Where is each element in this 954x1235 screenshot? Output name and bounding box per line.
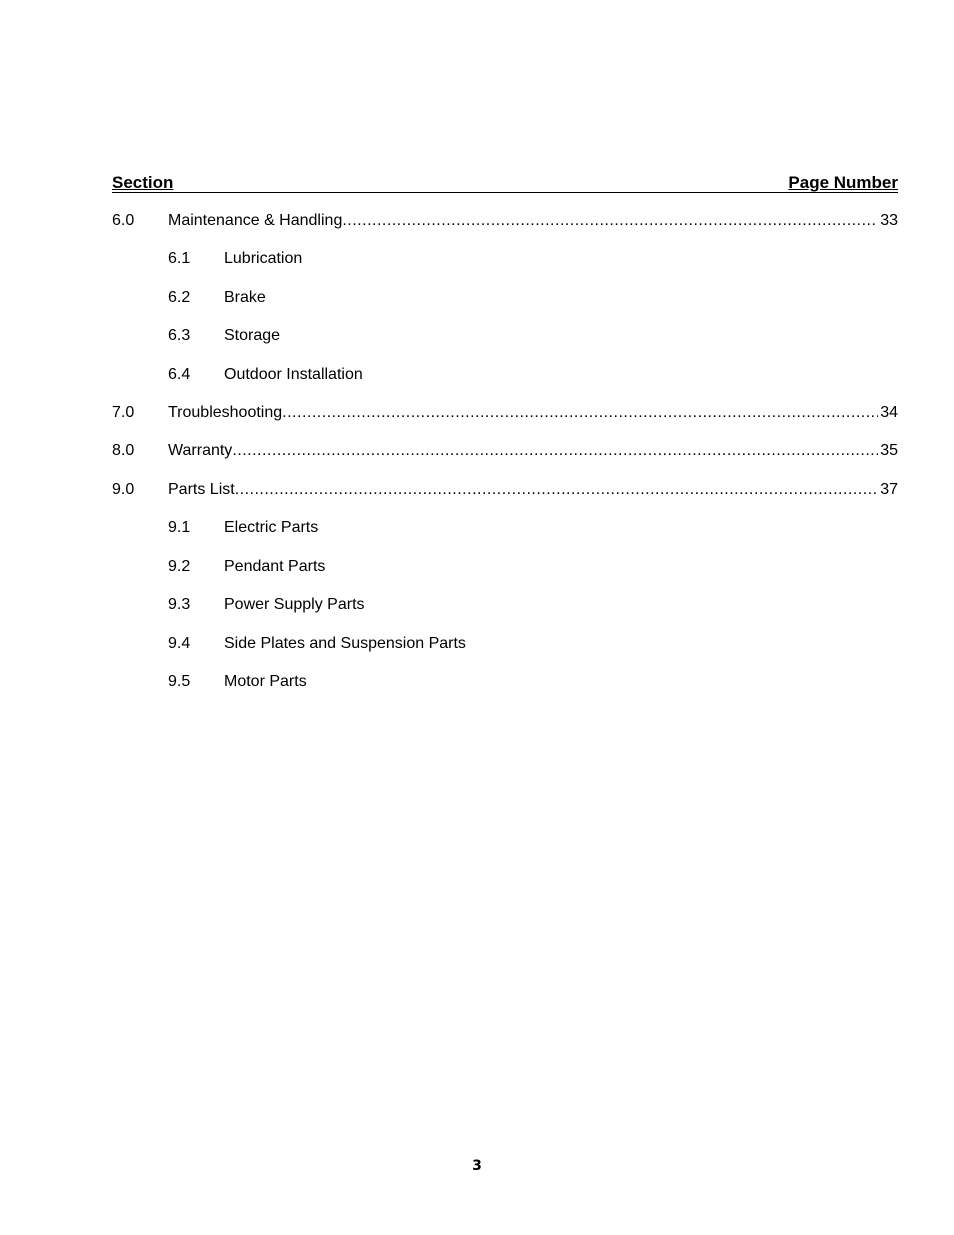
toc-entry-title: Troubleshooting [168,404,283,421]
toc-entry-page: 34 [880,404,898,421]
toc-entry-maintenance [112,210,898,232]
dot-leader [232,440,878,462]
toc-subentry-title: Lubrication [224,250,303,267]
toc-entry-warranty [112,440,898,462]
toc-subentry-number: 9.5 [168,673,191,690]
dot-leader [342,210,878,232]
toc-subentry-title: Pendant Parts [224,558,326,575]
toc-subentry-number: 6.1 [168,250,191,267]
dot-leader [282,402,878,424]
toc-entry-number: 6.0 [112,212,135,229]
section-column-header: Section [112,173,174,192]
toc-subentry-number: 9.3 [168,596,191,613]
toc-subentry-number: 6.2 [168,289,191,306]
toc-subentry-title: Outdoor Installation [224,366,363,383]
toc-entry-title: Parts List [168,481,235,498]
toc-header [112,170,898,193]
toc-entry-page: 33 [880,212,898,229]
dot-leader [235,479,879,501]
toc-entry-number: 7.0 [112,404,135,421]
toc-subentry-title: Motor Parts [224,673,307,690]
toc-subentry-number: 9.2 [168,558,191,575]
toc-subentry-number: 9.4 [168,635,191,652]
toc-subentry-number: 6.4 [168,366,191,383]
toc-subentry-title: Electric Parts [224,519,319,536]
toc-subentry-title: Brake [224,289,266,306]
page-footer-number: 3 [472,1158,482,1174]
toc-entry-number: 9.0 [112,481,135,498]
toc-entry-page: 37 [880,481,898,498]
toc-subentry-number: 9.1 [168,519,191,536]
toc-entry-title: Maintenance & Handling [168,212,343,229]
toc-entry-page: 35 [880,442,898,459]
toc-subentry-title: Storage [224,327,281,344]
toc-entry-title: Warranty [168,442,233,459]
toc-subentry-title: Side Plates and Suspension Parts [224,635,466,652]
toc-entry-troubleshooting [112,402,898,424]
toc-entry-number: 8.0 [112,442,135,459]
toc-subentry-title: Power Supply Parts [224,596,365,613]
toc-subentry-number: 6.3 [168,327,191,344]
page-number-column-header: Page Number [788,173,898,192]
toc-entry-parts-list [112,479,898,501]
